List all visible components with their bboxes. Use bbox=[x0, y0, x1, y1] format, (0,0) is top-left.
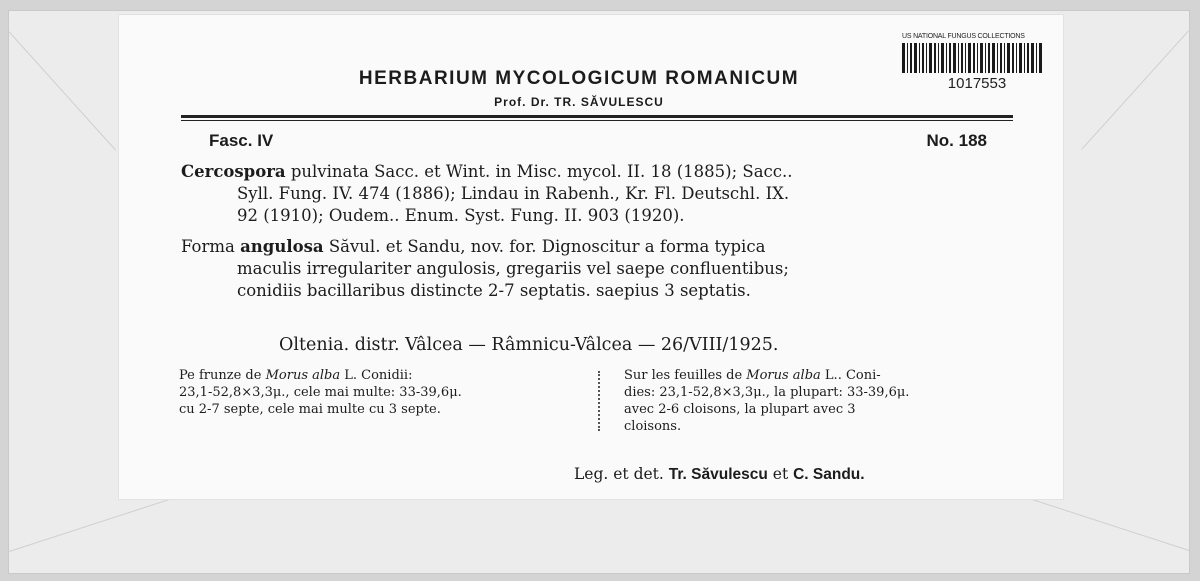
forma-line-3: conidiis bacillaribus distincte 2-7 septatis. saepius 3 septatis. bbox=[237, 281, 751, 300]
collector-name-1: Tr. Săvulescu bbox=[668, 466, 768, 483]
french-line-1-b: L.. Coni- bbox=[820, 368, 881, 383]
fascicle-label: Fasc. IV bbox=[209, 131, 274, 150]
species-line-3: 92 (1910); Oudem.. Enum. Syst. Fung. II. 903 (1920). bbox=[237, 206, 685, 225]
collector-name-2: C. Sandu. bbox=[793, 466, 865, 483]
header-rule-thin bbox=[181, 120, 1013, 121]
romanian-description bbox=[179, 367, 462, 418]
romanian-line-2: 23,1-52,8×3,3μ., cele mai multe: 33-39,6μ. bbox=[179, 385, 462, 400]
herbarium-subtitle: Prof. Dr. TR. SĂVULESCU bbox=[494, 95, 664, 109]
locality-line: Oltenia. distr. Vâlcea — Râmnicu-Vâlcea — 26/VIII/1925. bbox=[279, 335, 779, 355]
french-line-3: avec 2-6 cloisons, la plupart avec 3 bbox=[624, 402, 856, 417]
genus-name: Cercospora bbox=[181, 162, 286, 181]
french-line-1-a: Sur les feuilles de bbox=[624, 368, 747, 383]
romanian-line-3: cu 2-7 septe, cele mai multe cu 3 septe. bbox=[179, 402, 441, 417]
forma-name: angulosa bbox=[240, 237, 324, 256]
french-description bbox=[624, 367, 909, 435]
envelope-fold-left bbox=[8, 31, 116, 151]
barcode-number: 1017553 bbox=[947, 75, 1007, 92]
collector-and: et bbox=[767, 465, 794, 483]
romanian-host: Morus alba bbox=[265, 368, 341, 383]
forma-description bbox=[181, 236, 1021, 302]
species-line-1-text: pulvinata Sacc. et Wint. in Misc. mycol. II. 18 (1885); Sacc.. bbox=[285, 162, 793, 181]
french-host: Morus alba bbox=[746, 368, 821, 383]
french-line-1 bbox=[624, 367, 909, 384]
french-line-4: cloisons. bbox=[624, 419, 682, 434]
species-citation bbox=[181, 161, 1021, 227]
species-line-2: Syll. Fung. IV. 474 (1886); Lindau in Rabenh., Kr. Fl. Deutschl. IX. bbox=[237, 184, 790, 203]
column-divider bbox=[598, 371, 600, 431]
header-rule-thick bbox=[181, 115, 1013, 118]
romanian-line-1 bbox=[179, 367, 462, 384]
romanian-line-1-b: L. Conidii: bbox=[340, 368, 413, 383]
species-line-1 bbox=[181, 161, 1021, 183]
herbarium-label bbox=[118, 14, 1064, 500]
collector-line bbox=[574, 465, 865, 484]
herbarium-title: HERBARIUM MYCOLOGICUM ROMANICUM bbox=[358, 68, 800, 89]
forma-prefix: Forma bbox=[181, 237, 241, 256]
specimen-number: No. 188 bbox=[926, 131, 987, 150]
forma-line-1-text: Săvul. et Sandu, nov. for. Dignoscitur a forma typica bbox=[323, 237, 766, 256]
forma-line-2: maculis irregulariter angulosis, gregariis vel saepe confluentibus; bbox=[237, 259, 789, 278]
barcode-institution: US NATIONAL FUNGUS COLLECTIONS bbox=[902, 33, 1025, 40]
forma-line-1 bbox=[181, 236, 1021, 258]
french-line-2: dies: 23,1-52,8×3,3μ., la plupart: 33-39,6μ. bbox=[624, 385, 910, 400]
romanian-line-1-a: Pe frunze de bbox=[179, 368, 266, 383]
envelope-fold-right bbox=[1081, 30, 1189, 150]
collector-prefix: Leg. et det. bbox=[574, 465, 669, 483]
